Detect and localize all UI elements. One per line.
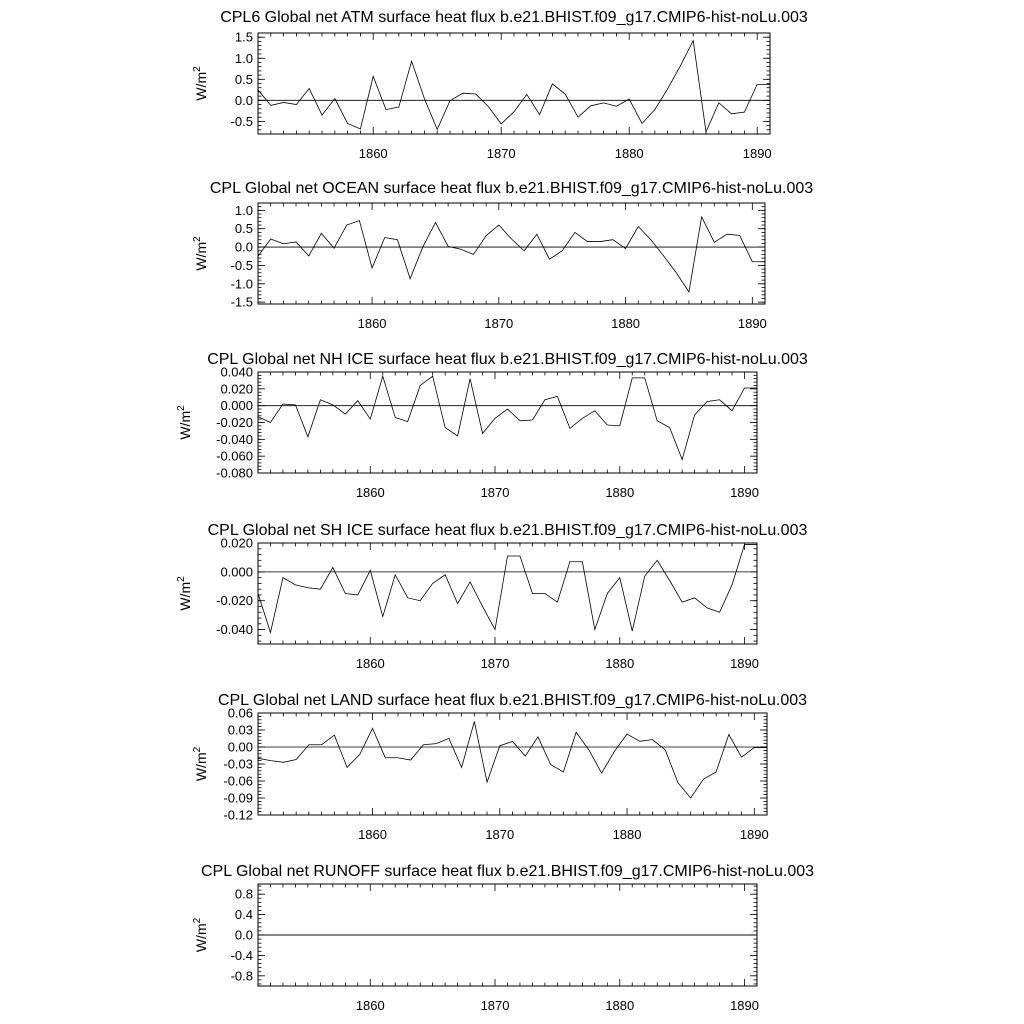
- plot-frame: [258, 203, 765, 304]
- panel-title: CPL Global net LAND surface heat flux b.e21.BHIST.f09_g17.CMIP6-hist-noLu.003: [217, 692, 808, 709]
- panel-title: CPL Global net SH ICE surface heat flux b.e21.BHIST.f09_g17.CMIP6-hist-noLu.003: [207, 522, 808, 539]
- series-line: [258, 722, 767, 799]
- y-tick-label: -0.8: [230, 968, 253, 984]
- y-axis-label: [192, 236, 209, 271]
- x-tick-label: 1860: [355, 656, 385, 671]
- plot-frame: [258, 372, 757, 473]
- y-tick-label: -0.5: [230, 257, 253, 273]
- x-tick-label: 1890: [730, 485, 759, 500]
- series-line: [258, 544, 757, 632]
- panel-6: [192, 863, 814, 1013]
- series-line: [258, 217, 765, 292]
- x-tick-label: 1890: [739, 827, 769, 842]
- y-tick-label: 0.0: [234, 927, 253, 943]
- y-axis-label-superscript: 2: [192, 746, 203, 753]
- y-axis-label-unit: W/m: [193, 752, 209, 782]
- series-line: [258, 41, 770, 132]
- panel-3: [176, 351, 808, 500]
- x-tick-label: 1860: [355, 485, 385, 500]
- y-tick-label: 0.5: [234, 71, 253, 87]
- y-tick-label: 0.5: [234, 221, 253, 237]
- y-axis-label-superscript: 2: [176, 576, 187, 582]
- x-tick-label: 1870: [486, 146, 516, 161]
- x-tick-label: 1860: [357, 316, 387, 331]
- y-tick-label: -0.5: [230, 113, 253, 129]
- y-axis-label: [192, 746, 209, 781]
- panel-title: CPL6 Global net ATM surface heat flux b.e21.BHIST.f09_g17.CMIP6-hist-noLu.003: [220, 9, 808, 26]
- panel-title: CPL Global net NH ICE surface heat flux b.e21.BHIST.f09_g17.CMIP6-hist-noLu.003: [207, 351, 808, 368]
- y-tick-label: -0.03: [223, 756, 253, 772]
- y-tick-label: -0.040: [216, 622, 253, 638]
- y-axis-label: [176, 576, 193, 611]
- y-tick-label: -0.020: [216, 415, 253, 430]
- y-axis-label-unit: W/m: [177, 410, 193, 440]
- x-tick-label: 1870: [480, 485, 510, 500]
- y-axis-label-unit: W/m: [193, 241, 209, 271]
- panel-5: [192, 692, 807, 842]
- x-tick-label: 1880: [605, 998, 635, 1013]
- y-tick-label: 0.020: [220, 535, 253, 551]
- y-tick-label: -1.0: [230, 276, 253, 292]
- x-tick-label: 1890: [730, 656, 759, 671]
- y-tick-label: -1.5: [230, 294, 253, 310]
- x-tick-label: 1860: [358, 827, 387, 842]
- y-tick-label: -0.060: [216, 448, 253, 464]
- y-tick-label: -0.040: [216, 431, 253, 447]
- y-axis-label: [192, 917, 209, 952]
- y-tick-label: -0.080: [216, 465, 253, 481]
- y-tick-label: -0.4: [230, 947, 253, 963]
- y-axis-label: [176, 405, 193, 440]
- panel-2: [192, 180, 813, 331]
- x-tick-label: 1860: [358, 146, 388, 161]
- panel-title: CPL Global net OCEAN surface heat flux b.e21.BHIST.f09_g17.CMIP6-hist-noLu.003: [209, 180, 814, 197]
- y-axis-label-superscript: 2: [176, 405, 187, 411]
- panel-1: [192, 9, 808, 161]
- x-tick-label: 1880: [611, 316, 641, 331]
- x-tick-label: 1890: [742, 146, 772, 161]
- y-axis-label-unit: W/m: [193, 923, 209, 953]
- y-tick-label: 1.5: [234, 29, 253, 45]
- y-axis-label-unit: W/m: [193, 71, 209, 101]
- x-tick-label: 1880: [614, 146, 644, 161]
- y-tick-label: -0.06: [223, 773, 253, 789]
- y-axis-label: [192, 66, 209, 101]
- x-tick-label: 1870: [480, 656, 510, 671]
- x-tick-label: 1880: [612, 827, 642, 842]
- y-tick-label: 0.4: [234, 907, 253, 923]
- x-tick-label: 1880: [605, 485, 635, 500]
- y-tick-label: 0.0: [234, 92, 253, 108]
- plot-frame: [258, 33, 770, 134]
- x-tick-label: 1870: [484, 316, 514, 331]
- series-line: [258, 376, 757, 459]
- y-tick-label: 1.0: [234, 202, 253, 218]
- y-tick-label: -0.020: [216, 593, 253, 609]
- y-tick-label: -0.12: [223, 807, 253, 823]
- x-tick-label: 1860: [355, 998, 385, 1013]
- y-tick-label: 1.0: [234, 50, 253, 66]
- x-tick-label: 1870: [480, 998, 510, 1013]
- y-axis-label-superscript: 2: [192, 917, 203, 924]
- y-tick-label: -0.09: [223, 790, 253, 806]
- y-tick-label: 0.00: [227, 739, 253, 755]
- y-tick-label: 0.020: [220, 381, 253, 397]
- y-axis-label-superscript: 2: [192, 66, 203, 72]
- y-axis-label-unit: W/m: [177, 581, 193, 611]
- panel-title: CPL Global net RUNOFF surface heat flux b.e21.BHIST.f09_g17.CMIP6-hist-noLu.003: [200, 863, 815, 880]
- plot-frame: [258, 713, 767, 815]
- x-tick-label: 1880: [605, 656, 635, 671]
- y-tick-label: 0.0: [234, 239, 253, 255]
- y-tick-label: 0.03: [227, 722, 253, 738]
- x-tick-label: 1870: [485, 827, 515, 842]
- x-tick-label: 1890: [730, 998, 759, 1013]
- panel-4: [176, 522, 807, 671]
- y-tick-label: 0.040: [220, 364, 253, 380]
- y-axis-label-superscript: 2: [192, 236, 203, 242]
- x-tick-label: 1890: [737, 316, 767, 331]
- y-tick-label: 0.8: [234, 886, 253, 902]
- y-tick-label: 0.000: [220, 398, 253, 414]
- y-tick-label: 0.000: [220, 564, 253, 580]
- y-tick-label: 0.06: [227, 705, 253, 721]
